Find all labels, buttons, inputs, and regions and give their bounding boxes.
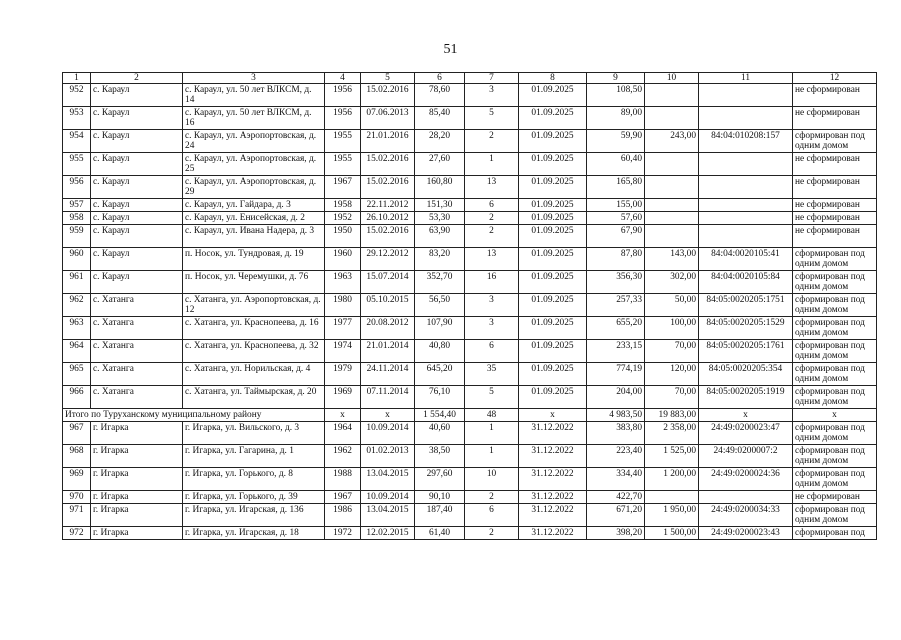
total-cadastral-cell: x bbox=[699, 409, 793, 422]
status-cell: сформирован под одним домом bbox=[793, 317, 877, 340]
area2-cell: 204,00 bbox=[587, 386, 645, 409]
deadline-cell: 31.12.2022 bbox=[519, 468, 587, 491]
year-cell: 1967 bbox=[325, 491, 361, 504]
date-cell: 21.01.2016 bbox=[361, 130, 415, 153]
column-number: 3 bbox=[183, 73, 325, 84]
year-cell: 1988 bbox=[325, 468, 361, 491]
address-cell: с. Караул, ул. 50 лет ВЛКСМ, д. 14 bbox=[183, 84, 325, 107]
area2-cell: 257,33 bbox=[587, 294, 645, 317]
column-number: 11 bbox=[699, 73, 793, 84]
address-cell: с. Караул, ул. Аэропортовская, д. 25 bbox=[183, 153, 325, 176]
area-cell: 53,30 bbox=[415, 212, 465, 225]
table-row bbox=[63, 271, 877, 294]
residents-cell: 13 bbox=[465, 176, 519, 199]
year-cell: 1963 bbox=[325, 271, 361, 294]
area-cell: 83,20 bbox=[415, 248, 465, 271]
total-area-cell: 1 554,40 bbox=[415, 409, 465, 422]
area2-cell: 155,00 bbox=[587, 199, 645, 212]
settlement-cell: с. Караул bbox=[91, 248, 183, 271]
table-row bbox=[63, 84, 877, 107]
cadastral-cell: 84:05:0020205:1529 bbox=[699, 317, 793, 340]
settlement-cell: г. Игарка bbox=[91, 468, 183, 491]
cadastral-cell: 24:49:0200007:2 bbox=[699, 445, 793, 468]
residents-cell: 13 bbox=[465, 248, 519, 271]
year-cell: 1972 bbox=[325, 527, 361, 540]
plot-area-cell: 2 358,00 bbox=[645, 422, 699, 445]
plot-area-cell: 120,00 bbox=[645, 363, 699, 386]
table-row bbox=[63, 340, 877, 363]
address-cell: с. Караул, ул. Ивана Надера, д. 3 bbox=[183, 225, 325, 248]
area2-cell: 60,40 bbox=[587, 153, 645, 176]
deadline-cell: 31.12.2022 bbox=[519, 527, 587, 540]
area2-cell: 774,19 bbox=[587, 363, 645, 386]
residents-cell: 1 bbox=[465, 422, 519, 445]
total-year-cell: x bbox=[325, 409, 361, 422]
column-number: 2 bbox=[91, 73, 183, 84]
deadline-cell: 01.09.2025 bbox=[519, 130, 587, 153]
area-cell: 85,40 bbox=[415, 107, 465, 130]
settlement-cell: с. Хатанга bbox=[91, 294, 183, 317]
housing-registry-table bbox=[62, 72, 877, 540]
residents-cell: 3 bbox=[465, 84, 519, 107]
date-cell: 07.11.2014 bbox=[361, 386, 415, 409]
deadline-cell: 01.09.2025 bbox=[519, 271, 587, 294]
table-row bbox=[63, 445, 877, 468]
area-cell: 61,40 bbox=[415, 527, 465, 540]
total-label: Итого по Туруханскому муниципальному району bbox=[63, 409, 325, 422]
year-cell: 1956 bbox=[325, 84, 361, 107]
date-cell: 15.02.2016 bbox=[361, 225, 415, 248]
cadastral-cell: 24:49:0200034:33 bbox=[699, 504, 793, 527]
status-cell: сформирован под одним домом bbox=[793, 248, 877, 271]
column-number: 7 bbox=[465, 73, 519, 84]
year-cell: 1974 bbox=[325, 340, 361, 363]
cadastral-cell bbox=[699, 199, 793, 212]
row-number: 966 bbox=[63, 386, 91, 409]
residents-cell: 1 bbox=[465, 153, 519, 176]
area-cell: 151,30 bbox=[415, 199, 465, 212]
table-row bbox=[63, 212, 877, 225]
area2-cell: 422,70 bbox=[587, 491, 645, 504]
status-cell: сформирован под одним домом bbox=[793, 386, 877, 409]
date-cell: 07.06.2013 bbox=[361, 107, 415, 130]
area-cell: 38,50 bbox=[415, 445, 465, 468]
status-cell: сформирован под одним домом bbox=[793, 445, 877, 468]
settlement-cell: с. Хатанга bbox=[91, 317, 183, 340]
residents-cell: 3 bbox=[465, 317, 519, 340]
area-cell: 78,60 bbox=[415, 84, 465, 107]
table-row bbox=[63, 225, 877, 248]
plot-area-cell bbox=[645, 176, 699, 199]
row-number: 959 bbox=[63, 225, 91, 248]
status-cell: сформирован под одним домом bbox=[793, 340, 877, 363]
residents-cell: 5 bbox=[465, 107, 519, 130]
status-cell: не сформирован bbox=[793, 153, 877, 176]
residents-cell: 2 bbox=[465, 130, 519, 153]
settlement-cell: с. Хатанга bbox=[91, 386, 183, 409]
area2-cell: 67,90 bbox=[587, 225, 645, 248]
date-cell: 10.09.2014 bbox=[361, 422, 415, 445]
year-cell: 1977 bbox=[325, 317, 361, 340]
status-cell: сформирован под одним домом bbox=[793, 363, 877, 386]
table-row bbox=[63, 317, 877, 340]
row-number: 971 bbox=[63, 504, 91, 527]
address-cell: с. Караул, ул. Аэропортовская, д. 24 bbox=[183, 130, 325, 153]
table-row bbox=[63, 248, 877, 271]
year-cell: 1955 bbox=[325, 130, 361, 153]
cadastral-cell: 84:05:0020205:1761 bbox=[699, 340, 793, 363]
table-row bbox=[63, 153, 877, 176]
deadline-cell: 31.12.2022 bbox=[519, 445, 587, 468]
year-cell: 1962 bbox=[325, 445, 361, 468]
residents-cell: 5 bbox=[465, 386, 519, 409]
address-cell: г. Игарка, ул. Игарская, д. 18 bbox=[183, 527, 325, 540]
residents-cell: 2 bbox=[465, 212, 519, 225]
plot-area-cell: 70,00 bbox=[645, 340, 699, 363]
row-number: 967 bbox=[63, 422, 91, 445]
cadastral-cell bbox=[699, 491, 793, 504]
area2-cell: 87,80 bbox=[587, 248, 645, 271]
plot-area-cell bbox=[645, 491, 699, 504]
area2-cell: 398,20 bbox=[587, 527, 645, 540]
column-number: 12 bbox=[793, 73, 877, 84]
area-cell: 27,60 bbox=[415, 153, 465, 176]
area2-cell: 165,80 bbox=[587, 176, 645, 199]
cadastral-cell bbox=[699, 107, 793, 130]
area-cell: 40,80 bbox=[415, 340, 465, 363]
year-cell: 1960 bbox=[325, 248, 361, 271]
total-area2-cell: 4 983,50 bbox=[587, 409, 645, 422]
cadastral-cell bbox=[699, 153, 793, 176]
area2-cell: 59,90 bbox=[587, 130, 645, 153]
column-number: 1 bbox=[63, 73, 91, 84]
settlement-cell: с. Караул bbox=[91, 130, 183, 153]
settlement-cell: с. Караул bbox=[91, 212, 183, 225]
row-number: 955 bbox=[63, 153, 91, 176]
plot-area-cell: 1 200,00 bbox=[645, 468, 699, 491]
table-row bbox=[63, 294, 877, 317]
date-cell: 05.10.2015 bbox=[361, 294, 415, 317]
address-cell: с. Хатанга, ул. Краснопеева, д. 32 bbox=[183, 340, 325, 363]
address-cell: г. Игарка, ул. Горького, д. 39 bbox=[183, 491, 325, 504]
date-cell: 15.02.2016 bbox=[361, 176, 415, 199]
year-cell: 1955 bbox=[325, 153, 361, 176]
date-cell: 29.12.2012 bbox=[361, 248, 415, 271]
settlement-cell: г. Игарка bbox=[91, 527, 183, 540]
date-cell: 01.02.2013 bbox=[361, 445, 415, 468]
residents-cell: 2 bbox=[465, 491, 519, 504]
row-number: 953 bbox=[63, 107, 91, 130]
column-number: 9 bbox=[587, 73, 645, 84]
address-cell: с. Хатанга, ул. Таймырская, д. 20 bbox=[183, 386, 325, 409]
total-deadline-cell: x bbox=[519, 409, 587, 422]
residents-cell: 3 bbox=[465, 294, 519, 317]
date-cell: 15.07.2014 bbox=[361, 271, 415, 294]
area2-cell: 356,30 bbox=[587, 271, 645, 294]
status-cell: сформирован под одним домом bbox=[793, 504, 877, 527]
year-cell: 1980 bbox=[325, 294, 361, 317]
deadline-cell: 01.09.2025 bbox=[519, 176, 587, 199]
address-cell: г. Игарка, ул. Гагарина, д. 1 bbox=[183, 445, 325, 468]
total-plot-area-cell: 19 883,00 bbox=[645, 409, 699, 422]
plot-area-cell: 243,00 bbox=[645, 130, 699, 153]
plot-area-cell: 143,00 bbox=[645, 248, 699, 271]
settlement-cell: с. Караул bbox=[91, 84, 183, 107]
deadline-cell: 01.09.2025 bbox=[519, 386, 587, 409]
settlement-cell: г. Игарка bbox=[91, 504, 183, 527]
area2-cell: 383,80 bbox=[587, 422, 645, 445]
status-cell: не сформирован bbox=[793, 199, 877, 212]
residents-cell: 10 bbox=[465, 468, 519, 491]
row-number: 964 bbox=[63, 340, 91, 363]
deadline-cell: 31.12.2022 bbox=[519, 491, 587, 504]
plot-area-cell: 70,00 bbox=[645, 386, 699, 409]
cadastral-cell: 84:04:010208:157 bbox=[699, 130, 793, 153]
table-row bbox=[63, 199, 877, 212]
date-cell: 13.04.2015 bbox=[361, 504, 415, 527]
status-cell: не сформирован bbox=[793, 176, 877, 199]
column-number: 8 bbox=[519, 73, 587, 84]
deadline-cell: 01.09.2025 bbox=[519, 212, 587, 225]
date-cell: 12.02.2015 bbox=[361, 527, 415, 540]
row-number: 956 bbox=[63, 176, 91, 199]
settlement-cell: с. Караул bbox=[91, 176, 183, 199]
status-cell: сформирован под одним домом bbox=[793, 468, 877, 491]
area-cell: 645,20 bbox=[415, 363, 465, 386]
cadastral-cell: 84:05:0020205:1751 bbox=[699, 294, 793, 317]
total-status-cell: x bbox=[793, 409, 877, 422]
page-number: 51 bbox=[443, 42, 458, 57]
row-number: 952 bbox=[63, 84, 91, 107]
area-cell: 187,40 bbox=[415, 504, 465, 527]
address-cell: п. Носок, ул. Черемушки, д. 76 bbox=[183, 271, 325, 294]
year-cell: 1958 bbox=[325, 199, 361, 212]
row-number: 968 bbox=[63, 445, 91, 468]
settlement-cell: с. Хатанга bbox=[91, 340, 183, 363]
deadline-cell: 01.09.2025 bbox=[519, 199, 587, 212]
table-row bbox=[63, 504, 877, 527]
cadastral-cell: 84:04:0020105:41 bbox=[699, 248, 793, 271]
date-cell: 24.11.2014 bbox=[361, 363, 415, 386]
column-number: 10 bbox=[645, 73, 699, 84]
plot-area-cell: 302,00 bbox=[645, 271, 699, 294]
deadline-cell: 01.09.2025 bbox=[519, 84, 587, 107]
area-cell: 56,50 bbox=[415, 294, 465, 317]
address-cell: с. Хатанга, ул. Норильская, д. 4 bbox=[183, 363, 325, 386]
area-cell: 63,90 bbox=[415, 225, 465, 248]
address-cell: с. Хатанга, ул. Аэропортовская, д. 12 bbox=[183, 294, 325, 317]
plot-area-cell: 1 950,00 bbox=[645, 504, 699, 527]
area2-cell: 108,50 bbox=[587, 84, 645, 107]
settlement-cell: г. Игарка bbox=[91, 445, 183, 468]
table-row bbox=[63, 422, 877, 445]
plot-area-cell: 100,00 bbox=[645, 317, 699, 340]
settlement-cell: с. Караул bbox=[91, 271, 183, 294]
plot-area-cell bbox=[645, 84, 699, 107]
residents-cell: 16 bbox=[465, 271, 519, 294]
area2-cell: 655,20 bbox=[587, 317, 645, 340]
residents-cell: 1 bbox=[465, 445, 519, 468]
deadline-cell: 01.09.2025 bbox=[519, 225, 587, 248]
address-cell: г. Игарка, ул. Горького, д. 8 bbox=[183, 468, 325, 491]
date-cell: 20.08.2012 bbox=[361, 317, 415, 340]
year-cell: 1952 bbox=[325, 212, 361, 225]
cadastral-cell bbox=[699, 84, 793, 107]
area-cell: 297,60 bbox=[415, 468, 465, 491]
table-row bbox=[63, 363, 877, 386]
table-row bbox=[63, 107, 877, 130]
area2-cell: 223,40 bbox=[587, 445, 645, 468]
area-cell: 352,70 bbox=[415, 271, 465, 294]
year-cell: 1969 bbox=[325, 386, 361, 409]
plot-area-cell bbox=[645, 107, 699, 130]
residents-cell: 2 bbox=[465, 527, 519, 540]
column-number: 5 bbox=[361, 73, 415, 84]
address-cell: г. Игарка, ул. Вильского, д. 3 bbox=[183, 422, 325, 445]
status-cell: сформирован под bbox=[793, 527, 877, 540]
row-number: 965 bbox=[63, 363, 91, 386]
deadline-cell: 31.12.2022 bbox=[519, 504, 587, 527]
address-cell: с. Караул, ул. Енисейская, д. 2 bbox=[183, 212, 325, 225]
settlement-cell: с. Караул bbox=[91, 107, 183, 130]
deadline-cell: 01.09.2025 bbox=[519, 317, 587, 340]
settlement-cell: г. Игарка bbox=[91, 491, 183, 504]
cadastral-cell bbox=[699, 225, 793, 248]
area-cell: 90,10 bbox=[415, 491, 465, 504]
address-cell: с. Караул, ул. Гайдара, д. 3 bbox=[183, 199, 325, 212]
date-cell: 21.01.2014 bbox=[361, 340, 415, 363]
row-number: 954 bbox=[63, 130, 91, 153]
column-number-row bbox=[63, 73, 877, 84]
plot-area-cell: 50,00 bbox=[645, 294, 699, 317]
total-residents-cell: 48 bbox=[465, 409, 519, 422]
column-number: 4 bbox=[325, 73, 361, 84]
area2-cell: 57,60 bbox=[587, 212, 645, 225]
area-cell: 28,20 bbox=[415, 130, 465, 153]
deadline-cell: 01.09.2025 bbox=[519, 248, 587, 271]
table-row bbox=[63, 527, 877, 540]
settlement-cell: г. Игарка bbox=[91, 422, 183, 445]
area2-cell: 89,00 bbox=[587, 107, 645, 130]
year-cell: 1950 bbox=[325, 225, 361, 248]
settlement-cell: с. Караул bbox=[91, 225, 183, 248]
row-number: 969 bbox=[63, 468, 91, 491]
table-row bbox=[63, 176, 877, 199]
cadastral-cell: 24:49:0200023:47 bbox=[699, 422, 793, 445]
plot-area-cell bbox=[645, 212, 699, 225]
cadastral-cell: 84:05:0020205:1919 bbox=[699, 386, 793, 409]
status-cell: сформирован под одним домом bbox=[793, 271, 877, 294]
status-cell: не сформирован bbox=[793, 84, 877, 107]
row-number: 962 bbox=[63, 294, 91, 317]
table-row bbox=[63, 468, 877, 491]
settlement-cell: с. Караул bbox=[91, 199, 183, 212]
address-cell: с. Караул, ул. 50 лет ВЛКСМ, д. 16 bbox=[183, 107, 325, 130]
plot-area-cell: 1 500,00 bbox=[645, 527, 699, 540]
cadastral-cell: 84:05:0020205:354 bbox=[699, 363, 793, 386]
row-number: 958 bbox=[63, 212, 91, 225]
status-cell: не сформирован bbox=[793, 225, 877, 248]
deadline-cell: 01.09.2025 bbox=[519, 340, 587, 363]
settlement-cell: с. Хатанга bbox=[91, 363, 183, 386]
year-cell: 1956 bbox=[325, 107, 361, 130]
residents-cell: 6 bbox=[465, 199, 519, 212]
area2-cell: 334,40 bbox=[587, 468, 645, 491]
residents-cell: 6 bbox=[465, 504, 519, 527]
address-cell: с. Хатанга, ул. Краснопеева, д. 16 bbox=[183, 317, 325, 340]
plot-area-cell bbox=[645, 225, 699, 248]
address-cell: п. Носок, ул. Тундровая, д. 19 bbox=[183, 248, 325, 271]
row-number: 960 bbox=[63, 248, 91, 271]
table-row bbox=[63, 491, 877, 504]
residents-cell: 35 bbox=[465, 363, 519, 386]
row-number: 961 bbox=[63, 271, 91, 294]
settlement-cell: с. Караул bbox=[91, 153, 183, 176]
deadline-cell: 31.12.2022 bbox=[519, 422, 587, 445]
deadline-cell: 01.09.2025 bbox=[519, 294, 587, 317]
date-cell: 13.04.2015 bbox=[361, 468, 415, 491]
total-row bbox=[63, 409, 877, 422]
cadastral-cell: 24:49:0200023:43 bbox=[699, 527, 793, 540]
row-number: 972 bbox=[63, 527, 91, 540]
area2-cell: 233,15 bbox=[587, 340, 645, 363]
status-cell: сформирован под одним домом bbox=[793, 294, 877, 317]
area-cell: 160,80 bbox=[415, 176, 465, 199]
date-cell: 15.02.2016 bbox=[361, 153, 415, 176]
status-cell: не сформирован bbox=[793, 107, 877, 130]
date-cell: 22.11.2012 bbox=[361, 199, 415, 212]
cadastral-cell: 84:04:0020105:84 bbox=[699, 271, 793, 294]
cadastral-cell bbox=[699, 212, 793, 225]
year-cell: 1986 bbox=[325, 504, 361, 527]
status-cell: сформирован под одним домом bbox=[793, 130, 877, 153]
date-cell: 15.02.2016 bbox=[361, 84, 415, 107]
row-number: 957 bbox=[63, 199, 91, 212]
table-row bbox=[63, 386, 877, 409]
total-date-cell: x bbox=[361, 409, 415, 422]
address-cell: с. Караул, ул. Аэропортовская, д. 29 bbox=[183, 176, 325, 199]
deadline-cell: 01.09.2025 bbox=[519, 363, 587, 386]
plot-area-cell bbox=[645, 199, 699, 212]
row-number: 963 bbox=[63, 317, 91, 340]
date-cell: 26.10.2012 bbox=[361, 212, 415, 225]
area-cell: 40,60 bbox=[415, 422, 465, 445]
plot-area-cell bbox=[645, 153, 699, 176]
column-number: 6 bbox=[415, 73, 465, 84]
residents-cell: 6 bbox=[465, 340, 519, 363]
deadline-cell: 01.09.2025 bbox=[519, 153, 587, 176]
year-cell: 1964 bbox=[325, 422, 361, 445]
date-cell: 10.09.2014 bbox=[361, 491, 415, 504]
status-cell: сформирован под одним домом bbox=[793, 422, 877, 445]
address-cell: г. Игарка, ул. Игарская, д. 136 bbox=[183, 504, 325, 527]
table-row bbox=[63, 130, 877, 153]
deadline-cell: 01.09.2025 bbox=[519, 107, 587, 130]
area2-cell: 671,20 bbox=[587, 504, 645, 527]
row-number: 970 bbox=[63, 491, 91, 504]
year-cell: 1979 bbox=[325, 363, 361, 386]
year-cell: 1967 bbox=[325, 176, 361, 199]
cadastral-cell: 24:49:0200024:36 bbox=[699, 468, 793, 491]
status-cell: не сформирован bbox=[793, 212, 877, 225]
area-cell: 76,10 bbox=[415, 386, 465, 409]
area-cell: 107,90 bbox=[415, 317, 465, 340]
status-cell: не сформирован bbox=[793, 491, 877, 504]
residents-cell: 2 bbox=[465, 225, 519, 248]
plot-area-cell: 1 525,00 bbox=[645, 445, 699, 468]
cadastral-cell bbox=[699, 176, 793, 199]
